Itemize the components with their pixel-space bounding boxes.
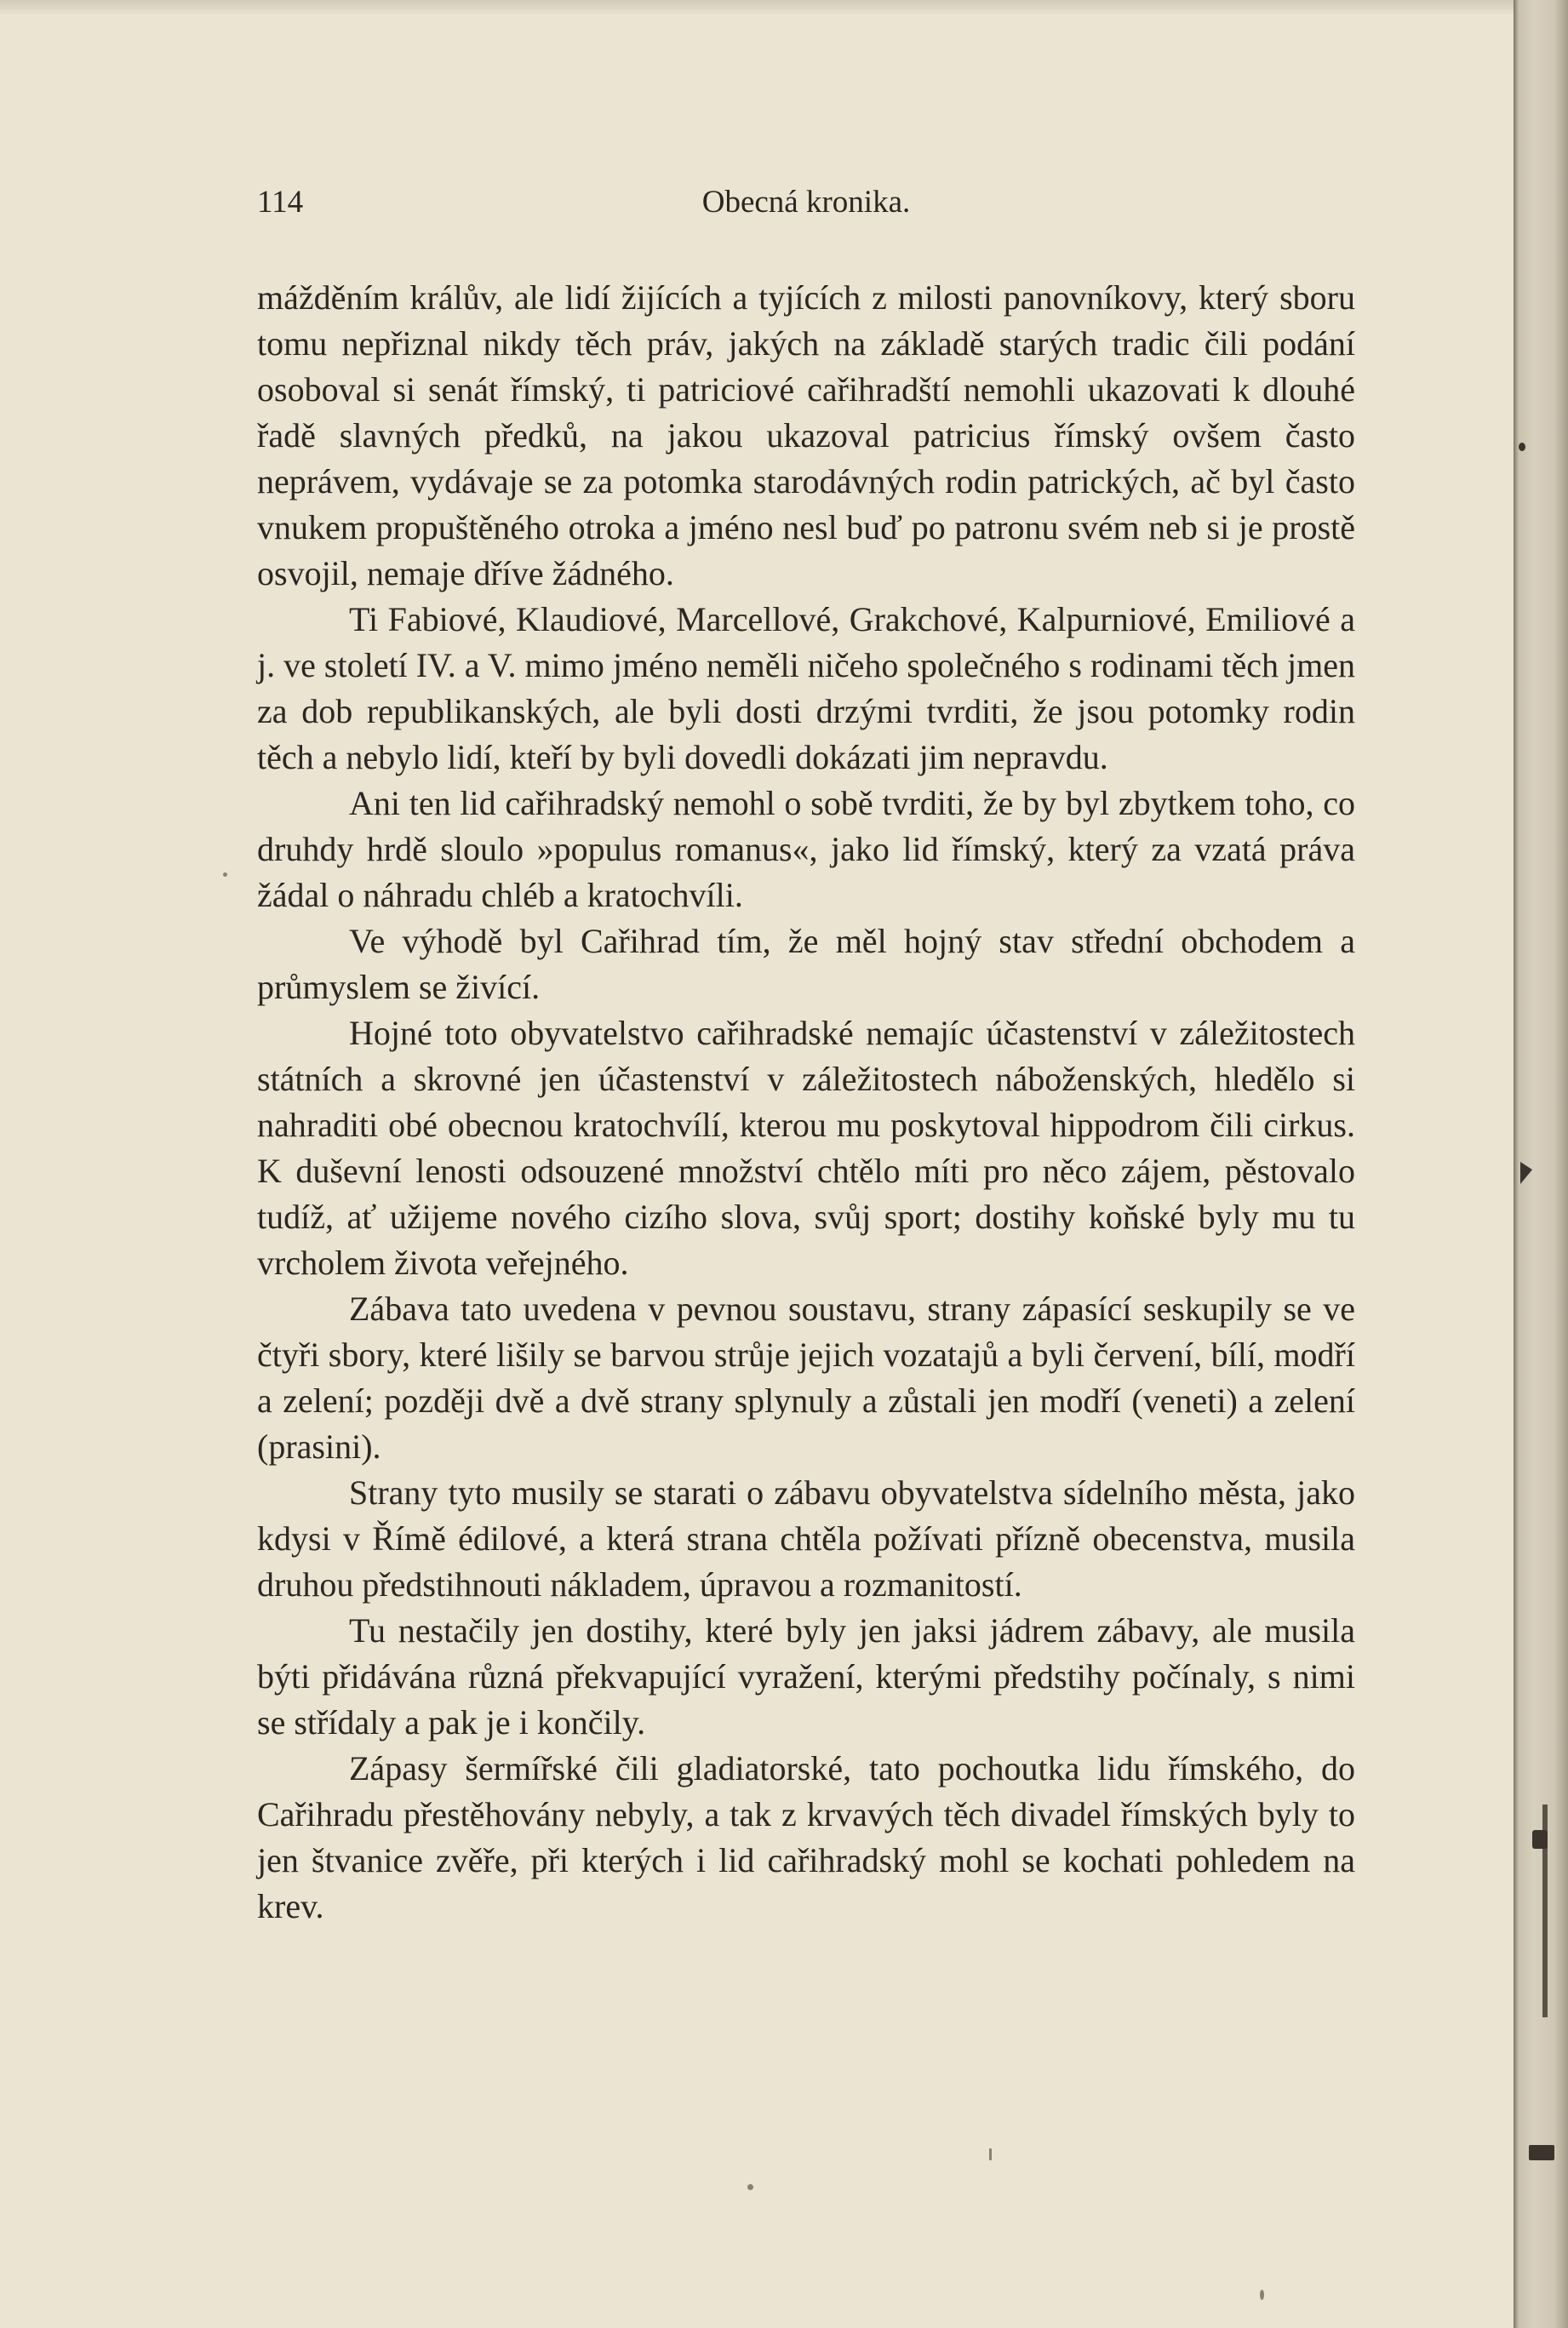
scan-speck xyxy=(989,2148,992,2160)
page-header xyxy=(257,179,1355,226)
paragraph: Ve výhodě byl Cařihrad tím, že měl hojný stav střední obchodem a průmyslem se živící. xyxy=(257,922,1355,1006)
running-title: Obecná kronika. xyxy=(701,185,911,220)
scan-speck xyxy=(223,872,227,877)
page-number: 114 xyxy=(257,185,304,220)
paragraph: Strany tyto musily se starati o zábavu obyvatelstva sídelního města, jako kdysi v Římě édilové, a která strana chtěla požívati přízně obecenstva, musila druhou předstihnouti nákladem, úpravou a rozmanitostí. xyxy=(257,1473,1355,1604)
margin-mark xyxy=(1519,443,1525,451)
paragraph: Hojné toto obyvatelstvo cařihradské nemajíc účastenství v záležitostech státních a skrovné jen účastenství v záležitostech náboženských, hledělo si nahraditi obé obecnou kratochvílí, kterou mu poskytoval hippodrom čili cirkus. K duševní lenosti odsouzené množství chtělo míti pro něco zájem, pěstovalo tudíž, ať užijeme nového cizího slova, svůj sport; dostihy koňské byly mu tu vrcholem života veřejného. xyxy=(257,1014,1355,1282)
paragraph: Tu nestačily jen dostihy, které byly jen jaksi jádrem zábavy, ale musila býti přidávána různá překvapující vyražení, kterými předstihy počínaly, s nimi se střídaly a pak je i končily. xyxy=(257,1611,1355,1742)
paragraph: Ti Fabiové, Klaudiové, Marcellové, Grakchové, Kalpurniové, Emiliové a j. ve století IV. a V. mimo jméno neměli ničeho společného s rodinami těch jmen za dob republikanských, ale byli dosti drzými tvrditi, že jsou potomky rodin těch a nebylo lidí, kteří by byli dovedli dokázati jim nepravdu. xyxy=(257,600,1355,776)
paragraph: Zápasy šermířské čili gladiatorské, tato pochoutka lidu římského, do Cařihradu přestěhovány nebyly, a tak z krvavých těch divadel římských byly to jen štvanice zvěře, při kterých i lid cařihradský mohl se kochati pohledem na krev. xyxy=(257,1749,1355,1925)
paragraph: mážděním králův, ale lidí žijících a tyjících z milosti panovníkovy, který sboru tomu nepřiznal nikdy těch práv, jakých na základě starých tradic čili podání osoboval si senát římský, ti patriciové cařihradští nemohli ukazovati k dlouhé řadě slavných předků, na jakou ukazoval patricius římský ovšem často neprávem, vydávaje se za potomka starodávných rodin patrických, ač byl často vnukem propuštěného otroka a jméno nesl buď po patronu svém neb si je prostě osvojil, nemaje dříve žádného. xyxy=(257,278,1355,592)
paragraph: Zábava tato uvedena v pevnou soustavu, strany zápasící seskupily se ve čtyři sbory, které lišily se barvou strůje jejich vozatajů a byli červení, bílí, modří a zelení; později dvě a dvě strany splynuly a zůstali jen modří (veneti) a zelení (prasini). xyxy=(257,1290,1355,1466)
scan-top-edge xyxy=(0,0,1514,15)
margin-mark xyxy=(1529,2145,1554,2160)
scan-speck xyxy=(1260,2290,1264,2300)
scan-speck xyxy=(747,2184,753,2190)
margin-mark xyxy=(1532,1830,1548,1849)
adjacent-page-edge xyxy=(1514,0,1568,2328)
margin-mark xyxy=(1520,1162,1532,1184)
body-text xyxy=(257,275,1355,1930)
paragraph: Ani ten lid cařihradský nemohl o sobě tvrditi, že by byl zbytkem toho, co druhdy hrdě sloulo »populus romanus«, jako lid římský, který za vzatá práva žádal o náhradu chléb a kratochvíli. xyxy=(257,784,1355,914)
